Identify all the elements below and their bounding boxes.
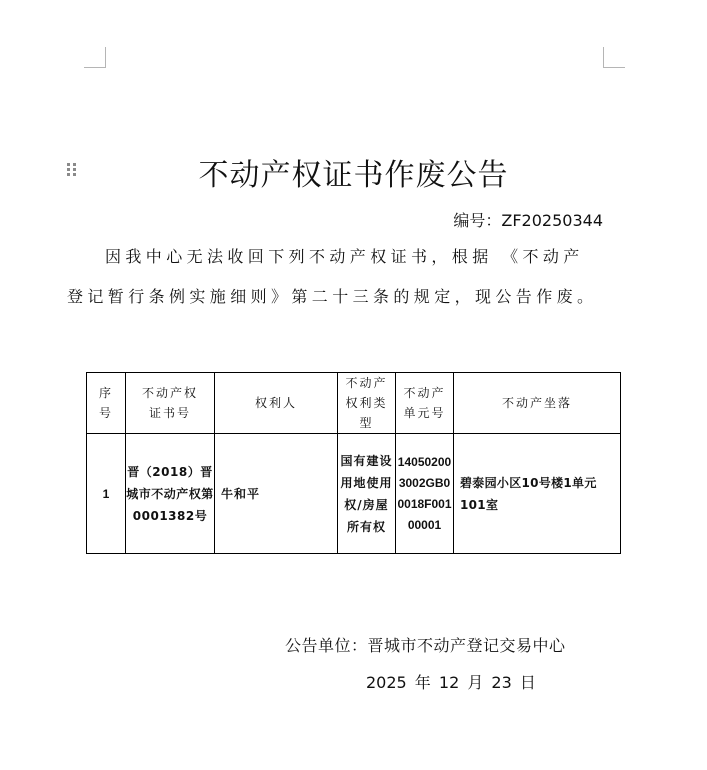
header-certificate-no: 不动产权 证书号 (126, 373, 215, 434)
issuing-organization: 公告单位：晋城市不动产登记交易中心 (285, 636, 566, 655)
table-header-row (87, 373, 621, 434)
header-location: 不动产坐落 (454, 373, 621, 434)
body-paragraph-line-2: 登记暂行条例实施细则》第二十三条的规定，现公告作废。 (67, 287, 598, 306)
cell-right-type: 国有建设用地使用权/房屋所有权 (338, 434, 396, 554)
cell-index: 1 (87, 434, 126, 554)
header-right-type: 不动产 权利类 型 (338, 373, 396, 434)
page-margin-corner-top-right (603, 47, 625, 68)
header-unit-no: 不动产 单元号 (396, 373, 454, 434)
cell-owner: 牛和平 (215, 434, 338, 554)
cell-unit-no: 140502003002GB00018F00100001 (396, 434, 454, 554)
certificate-table (86, 372, 621, 554)
cell-certificate-no: 晋（2018）晋城市不动产权第0001382号 (126, 434, 215, 554)
document-title: 不动产权证书作废公告 (198, 158, 509, 193)
table-row (87, 434, 621, 554)
body-paragraph-line-1: 因我中心无法收回下列不动产权证书，根据 《不动产 (105, 247, 584, 266)
header-index: 序 号 (87, 373, 126, 434)
issue-date: 2025 年 12 月 23 日 (366, 673, 536, 692)
header-owner: 权利人 (215, 373, 338, 434)
cell-location: 碧泰园小区10号楼1单元101室 (454, 434, 621, 554)
page-margin-corner-top-left (84, 47, 106, 68)
document-number: 编号：ZF20250344 (453, 211, 603, 230)
